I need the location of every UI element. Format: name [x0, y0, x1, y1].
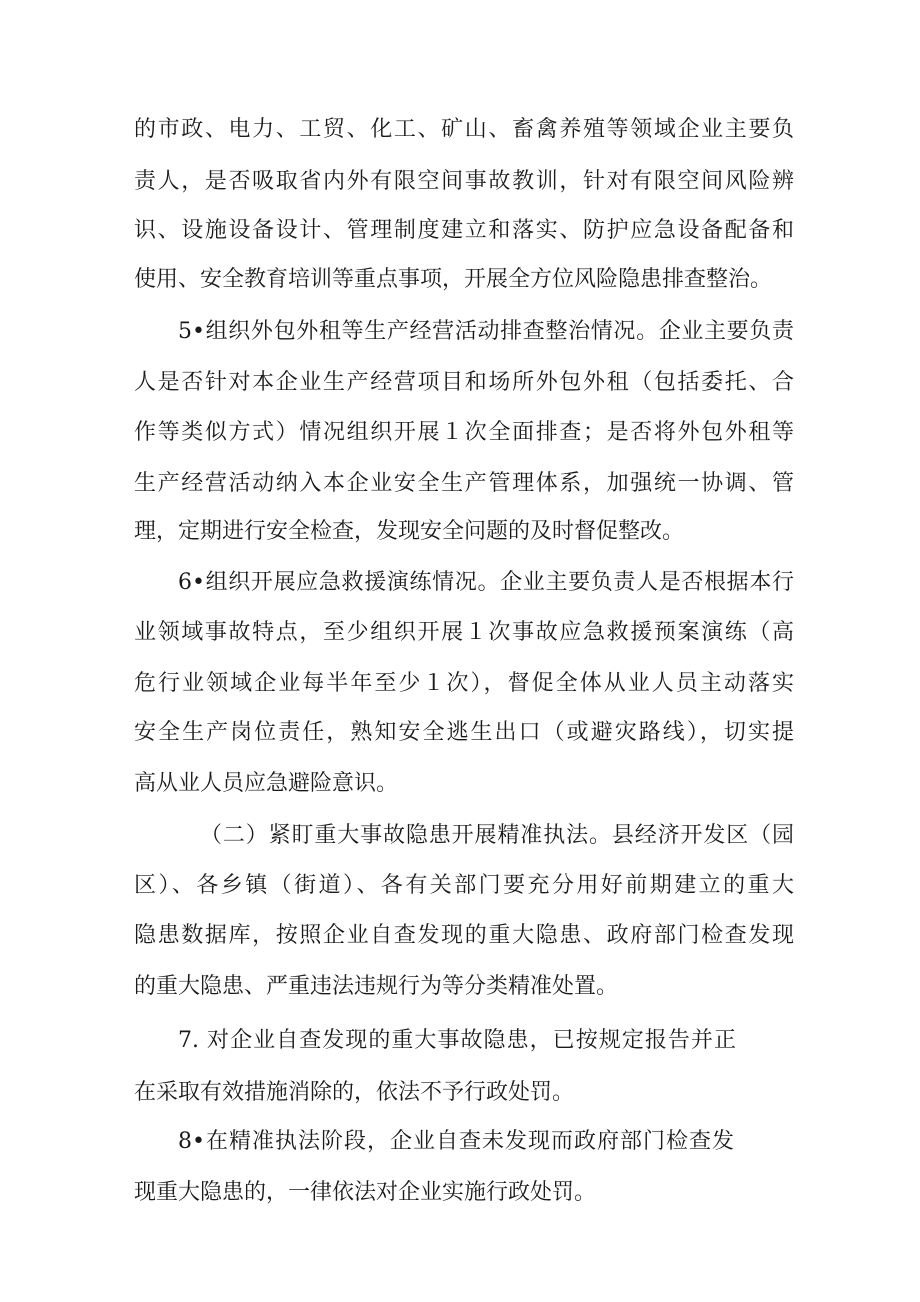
paragraph-line: 危行业领域企业每半年至少１次），督促全体从业人员主动落实: [134, 671, 794, 696]
paragraph-line: 的重大隐患、严重违法违规行为等分类精准处置。: [134, 974, 619, 999]
paragraph-line: 责人，是否吸取省内外有限空间事故教训，针对有限空间风险辨: [134, 169, 794, 194]
paragraph-line: 隐患数据库，按照企业自查发现的重大隐患、政府部门检查发现: [134, 923, 794, 948]
paragraph-line: 6•组织开展应急救援演练情况。企业主要负责人是否根据本行: [178, 570, 794, 595]
paragraph-line: 现重大隐患的，一律依法对企业实施行政处罚。: [134, 1180, 597, 1205]
paragraph-line: 业领域事故特点，至少组织开展１次事故应急救援预案演练（高: [134, 620, 794, 645]
paragraph-line: 理，定期进行安全检查，发现安全问题的及时督促整改。: [134, 519, 685, 544]
paragraph-line: 区）、各乡镇（街道）、各有关部门要充分用好前期建立的重大: [134, 873, 794, 898]
paragraph-line: 在采取有效措施消除的，依法不予行政处罚。: [134, 1080, 575, 1105]
paragraph-line: 作等类似方式）情况组织开展１次全面排查；是否将外包外租等: [134, 420, 794, 445]
paragraph-line: 安全生产岗位责任，熟知安全逃生出口（或避灾路线），切实提: [134, 720, 794, 745]
paragraph-line: 的市政、电力、工贸、化工、矿山、畜禽养殖等领域企业主要负: [134, 117, 794, 142]
section-heading-line: （二）紧盯重大事故隐患开展精准执法。县经济开发区（园: [200, 823, 794, 848]
paragraph-line: 高从业人员应急避险意识。: [134, 771, 399, 796]
paragraph-line: 识、设施设备设计、管理制度建立和落实、防护应急设备配备和: [134, 218, 794, 243]
paragraph-line: 8•在精准执法阶段，企业自查未发现而政府部门检查发: [178, 1129, 734, 1154]
paragraph-line: 人是否针对本企业生产经营项目和场所外包外租（包括委托、合: [134, 370, 794, 395]
paragraph-line: 5•组织外包外租等生产经营活动排查整治情况。企业主要负责: [178, 319, 794, 344]
paragraph-line: 使用、安全教育培训等重点事项，开展全方位风险隐患排查整治。: [134, 267, 773, 292]
paragraph-line: 7. 对企业自查发现的重大事故隐患，已按规定报告并正: [178, 1028, 736, 1053]
paragraph-line: 生产经营活动纳入本企业安全生产管理体系，加强统一协调、管: [134, 471, 794, 496]
